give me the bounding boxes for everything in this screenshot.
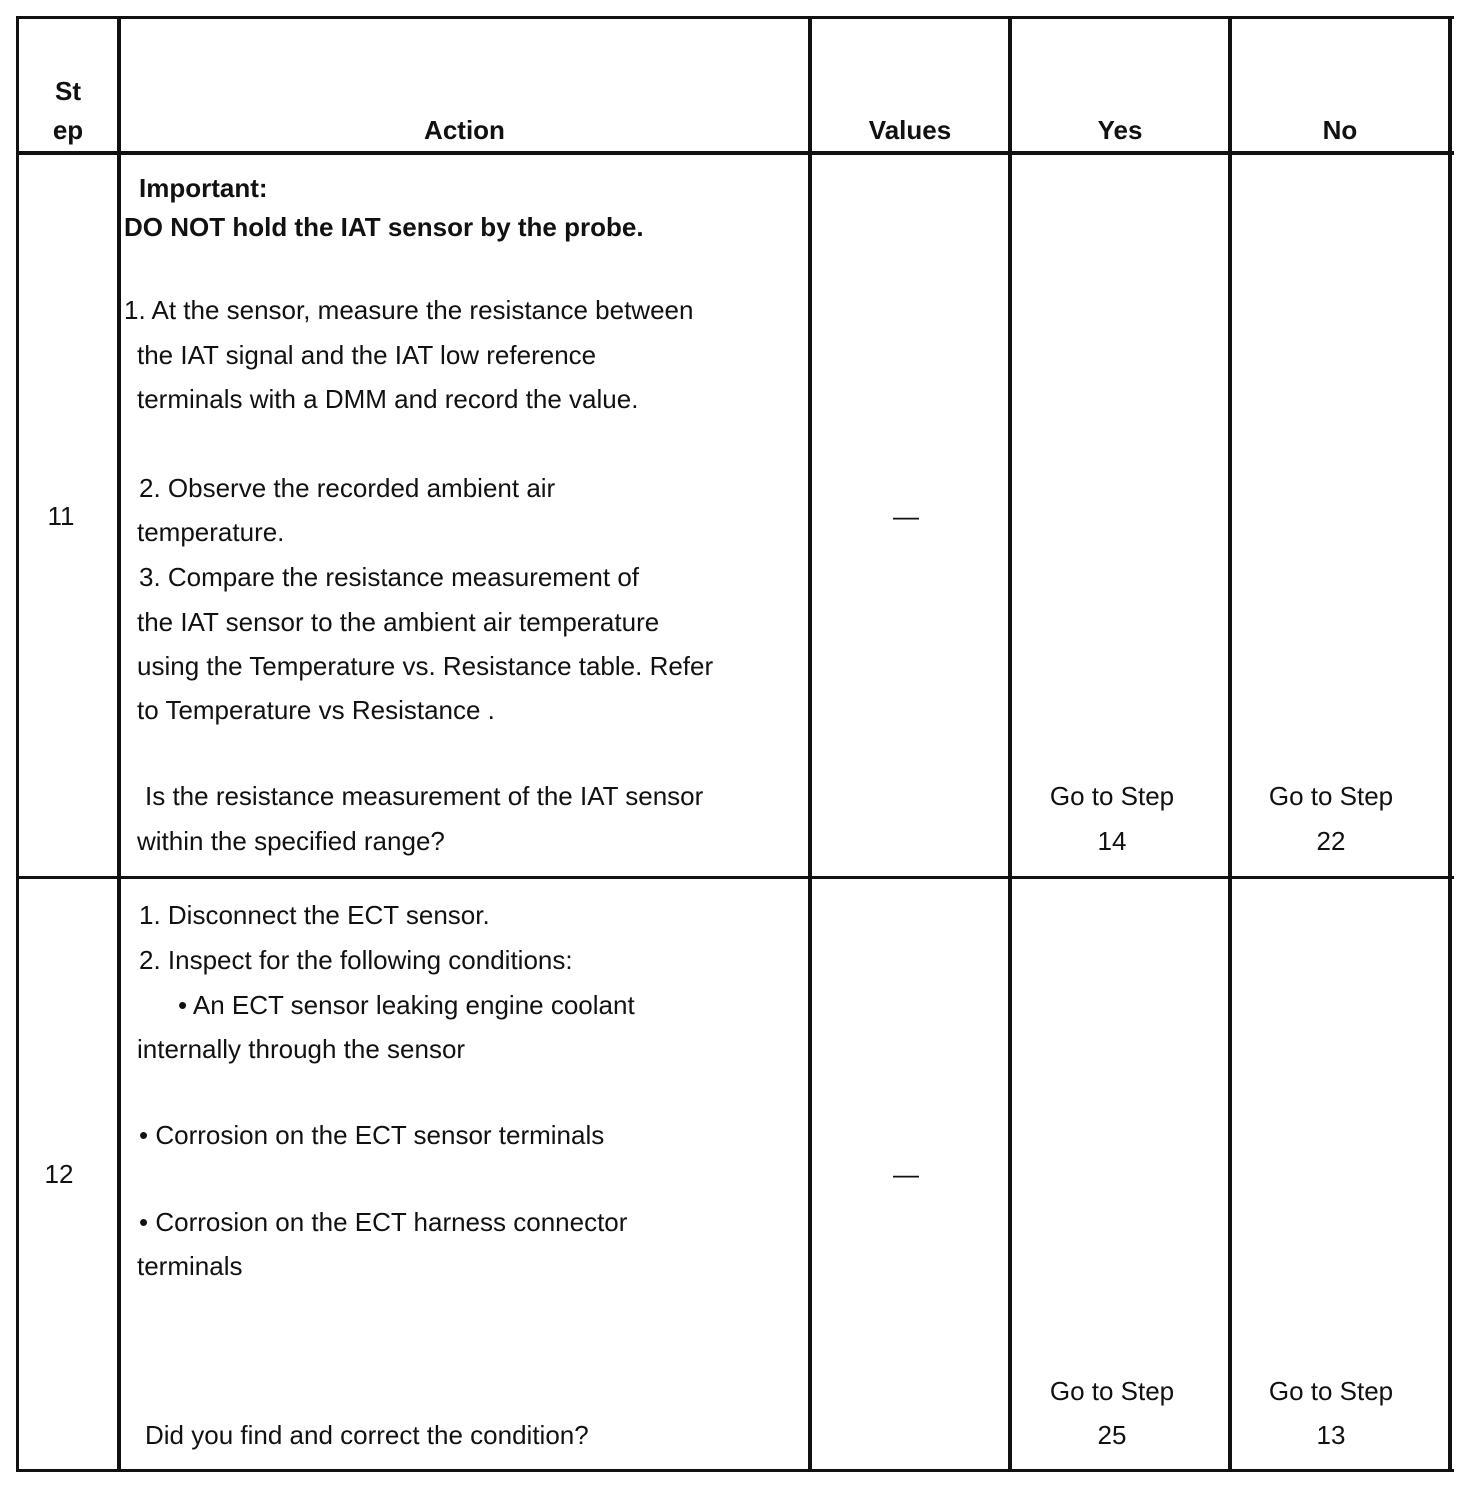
action-line: 1. At the sensor, measure the resistance between (124, 295, 694, 325)
action-line: temperature. (137, 517, 285, 547)
header-step-line2: ep (52, 115, 84, 145)
no-goto-step: 13 (1316, 1420, 1346, 1450)
action-line: using the Temperature vs. Resistance table. Refer (137, 651, 714, 681)
question-line: Did you find and correct the condition? (145, 1420, 589, 1450)
table-bottom-border (16, 1469, 1454, 1472)
col-divider-step-action (117, 16, 121, 1472)
action-line: internally through the sensor (137, 1034, 466, 1064)
table-left-border (16, 16, 19, 1472)
yes-goto-label: Go to Step (1049, 781, 1175, 811)
header-no: No (1322, 115, 1358, 145)
header-values: Values (868, 115, 952, 145)
question-line: within the specified range? (137, 826, 445, 856)
row-divider (16, 876, 1454, 879)
action-line: • Corrosion on the ECT harness connector (139, 1207, 628, 1237)
action-line: terminals with a DMM and record the value. (137, 384, 639, 414)
yes-goto-step: 14 (1097, 826, 1127, 856)
header-yes: Yes (1097, 115, 1143, 145)
action-line: 2. Observe the recorded ambient air (139, 473, 556, 503)
col-divider-values-yes (1008, 16, 1012, 1472)
action-line: 2. Inspect for the following conditions: (139, 945, 573, 975)
action-line: • Corrosion on the ECT sensor terminals (139, 1120, 605, 1150)
action-line: 1. Disconnect the ECT sensor. (139, 900, 490, 930)
header-step-line1: St (55, 76, 81, 106)
table-right-border (1448, 16, 1452, 1472)
important-label: Important: (139, 173, 268, 203)
action-line: the IAT sensor to the ambient air temperature (137, 607, 660, 637)
header-action: Action (424, 115, 505, 145)
step-number: 11 (47, 501, 75, 531)
header-bottom-border (16, 151, 1454, 155)
col-divider-action-values (808, 16, 812, 1472)
no-goto-label: Go to Step (1268, 781, 1394, 811)
action-line: the IAT signal and the IAT low reference (137, 340, 597, 370)
step-number: 12 (44, 1159, 74, 1189)
value-dash: — (893, 501, 919, 531)
yes-goto-step: 25 (1097, 1420, 1127, 1450)
no-goto-step: 22 (1316, 826, 1346, 856)
important-text: DO NOT hold the IAT sensor by the probe. (124, 212, 644, 242)
col-divider-yes-no (1228, 16, 1232, 1472)
action-line: terminals (137, 1251, 243, 1281)
table-top-border (16, 16, 1454, 19)
action-line: to Temperature vs Resistance . (137, 695, 495, 725)
no-goto-label: Go to Step (1268, 1376, 1394, 1406)
action-line: • An ECT sensor leaking engine coolant (178, 990, 635, 1020)
question-line: Is the resistance measurement of the IAT sensor (145, 781, 704, 811)
action-line: 3. Compare the resistance measurement of (139, 562, 640, 592)
value-dash: — (893, 1159, 919, 1189)
yes-goto-label: Go to Step (1049, 1376, 1175, 1406)
